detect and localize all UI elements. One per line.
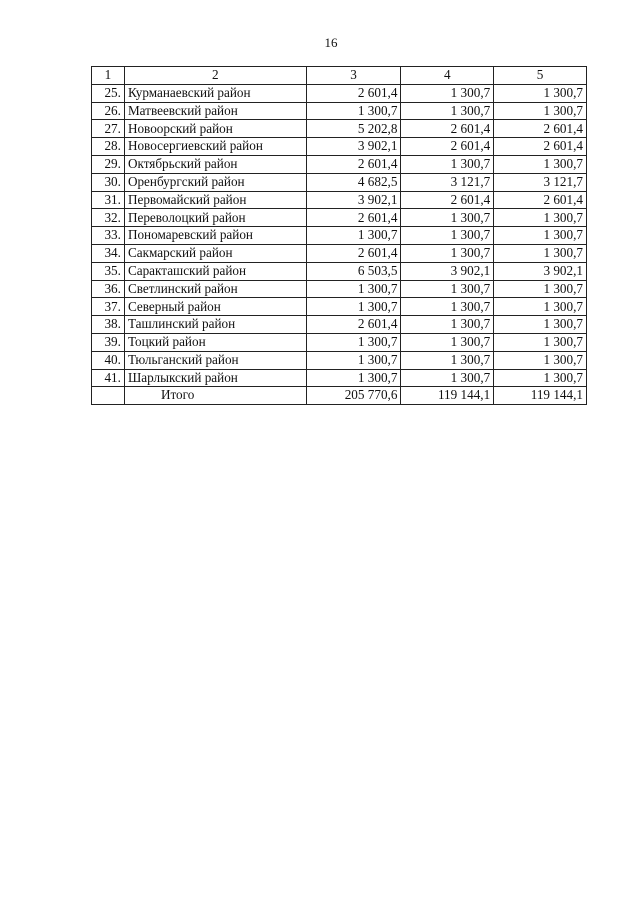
row-number-cell: 40. [92, 351, 125, 369]
column-4-value-cell: 1 300,7 [401, 298, 494, 316]
column-5-value-cell: 1 300,7 [494, 369, 587, 387]
header-cell-4: 4 [401, 67, 494, 85]
district-name-cell: Курманаевский район [124, 84, 306, 102]
column-3-value-cell: 1 300,7 [306, 369, 401, 387]
table-row [92, 351, 587, 369]
table-row [92, 173, 587, 191]
district-name-cell: Шарлыкский район [124, 369, 306, 387]
table-row [92, 209, 587, 227]
column-5-value-cell: 1 300,7 [494, 209, 587, 227]
table-row [92, 120, 587, 138]
row-number-cell: 29. [92, 155, 125, 173]
district-name-cell: Пономаревский район [124, 227, 306, 245]
column-4-value-cell: 1 300,7 [401, 209, 494, 227]
table-row [92, 138, 587, 156]
header-cell-5: 5 [494, 67, 587, 85]
column-5-value-cell: 1 300,7 [494, 244, 587, 262]
column-4-value-cell: 1 300,7 [401, 84, 494, 102]
table-header-row [92, 67, 587, 85]
row-number-cell: 41. [92, 369, 125, 387]
column-5-value-cell: 1 300,7 [494, 84, 587, 102]
column-4-value-cell: 1 300,7 [401, 102, 494, 120]
district-name-cell: Оренбургский район [124, 173, 306, 191]
table-row [92, 155, 587, 173]
column-4-value-cell: 2 601,4 [401, 191, 494, 209]
row-number-cell: 39. [92, 333, 125, 351]
column-3-value-cell: 4 682,5 [306, 173, 401, 191]
table-row [92, 191, 587, 209]
column-3-value-cell: 1 300,7 [306, 280, 401, 298]
district-name-cell: Первомайский район [124, 191, 306, 209]
column-3-value-cell: 1 300,7 [306, 298, 401, 316]
row-number-cell: 30. [92, 173, 125, 191]
column-3-value-cell: 2 601,4 [306, 244, 401, 262]
data-table [91, 66, 587, 405]
table-row [92, 333, 587, 351]
district-name-cell: Итого [124, 387, 306, 405]
district-name-cell: Северный район [124, 298, 306, 316]
row-number-cell: 36. [92, 280, 125, 298]
column-5-value-cell: 1 300,7 [494, 280, 587, 298]
row-number-cell [92, 387, 125, 405]
row-number-cell: 37. [92, 298, 125, 316]
table-row [92, 262, 587, 280]
column-5-value-cell: 2 601,4 [494, 120, 587, 138]
column-5-value-cell: 1 300,7 [494, 227, 587, 245]
district-name-cell: Новоорский район [124, 120, 306, 138]
column-4-value-cell: 1 300,7 [401, 333, 494, 351]
column-5-value-cell: 1 300,7 [494, 333, 587, 351]
row-number-cell: 33. [92, 227, 125, 245]
column-5-value-cell: 1 300,7 [494, 155, 587, 173]
district-name-cell: Тоцкий район [124, 333, 306, 351]
table-row [92, 280, 587, 298]
column-4-value-cell: 1 300,7 [401, 155, 494, 173]
column-3-value-cell: 2 601,4 [306, 209, 401, 227]
table-row [92, 84, 587, 102]
table-row [92, 369, 587, 387]
column-4-value-cell: 3 902,1 [401, 262, 494, 280]
row-number-cell: 27. [92, 120, 125, 138]
column-5-value-cell: 3 902,1 [494, 262, 587, 280]
column-4-value-cell: 1 300,7 [401, 351, 494, 369]
column-4-value-cell: 3 121,7 [401, 173, 494, 191]
header-cell-3: 3 [306, 67, 401, 85]
row-number-cell: 32. [92, 209, 125, 227]
table-body [92, 67, 587, 405]
column-5-value-cell: 2 601,4 [494, 191, 587, 209]
header-cell-1: 1 [92, 67, 125, 85]
column-4-value-cell: 2 601,4 [401, 120, 494, 138]
column-3-value-cell: 2 601,4 [306, 316, 401, 334]
district-name-cell: Сакмарский район [124, 244, 306, 262]
column-4-value-cell: 1 300,7 [401, 316, 494, 334]
column-3-value-cell: 3 902,1 [306, 138, 401, 156]
table-row [92, 227, 587, 245]
district-name-cell: Саракташский район [124, 262, 306, 280]
row-number-cell: 34. [92, 244, 125, 262]
column-4-value-cell: 1 300,7 [401, 244, 494, 262]
column-4-value-cell: 1 300,7 [401, 369, 494, 387]
column-3-value-cell: 3 902,1 [306, 191, 401, 209]
column-5-value-cell: 1 300,7 [494, 298, 587, 316]
row-number-cell: 25. [92, 84, 125, 102]
column-3-value-cell: 1 300,7 [306, 102, 401, 120]
column-3-value-cell: 6 503,5 [306, 262, 401, 280]
column-3-value-cell: 1 300,7 [306, 333, 401, 351]
district-name-cell: Переволоцкий район [124, 209, 306, 227]
column-3-value-cell: 2 601,4 [306, 84, 401, 102]
column-3-value-cell: 1 300,7 [306, 351, 401, 369]
total-row [92, 387, 587, 405]
district-name-cell: Ташлинский район [124, 316, 306, 334]
table-row [92, 298, 587, 316]
header-cell-2: 2 [124, 67, 306, 85]
table-row [92, 316, 587, 334]
district-name-cell: Матвеевский район [124, 102, 306, 120]
column-5-value-cell: 1 300,7 [494, 102, 587, 120]
column-4-value-cell: 119 144,1 [401, 387, 494, 405]
row-number-cell: 38. [92, 316, 125, 334]
column-4-value-cell: 2 601,4 [401, 138, 494, 156]
row-number-cell: 31. [92, 191, 125, 209]
row-number-cell: 28. [92, 138, 125, 156]
row-number-cell: 35. [92, 262, 125, 280]
district-name-cell: Тюльганский район [124, 351, 306, 369]
column-3-value-cell: 205 770,6 [306, 387, 401, 405]
page-number: 16 [324, 35, 338, 50]
column-5-value-cell: 119 144,1 [494, 387, 587, 405]
district-name-cell: Октябрьский район [124, 155, 306, 173]
column-5-value-cell: 1 300,7 [494, 316, 587, 334]
column-4-value-cell: 1 300,7 [401, 280, 494, 298]
column-5-value-cell: 2 601,4 [494, 138, 587, 156]
column-3-value-cell: 2 601,4 [306, 155, 401, 173]
district-name-cell: Новосергиевский район [124, 138, 306, 156]
table-row [92, 244, 587, 262]
row-number-cell: 26. [92, 102, 125, 120]
column-5-value-cell: 1 300,7 [494, 351, 587, 369]
column-4-value-cell: 1 300,7 [401, 227, 494, 245]
table-row [92, 102, 587, 120]
column-3-value-cell: 1 300,7 [306, 227, 401, 245]
column-3-value-cell: 5 202,8 [306, 120, 401, 138]
column-5-value-cell: 3 121,7 [494, 173, 587, 191]
district-name-cell: Светлинский район [124, 280, 306, 298]
